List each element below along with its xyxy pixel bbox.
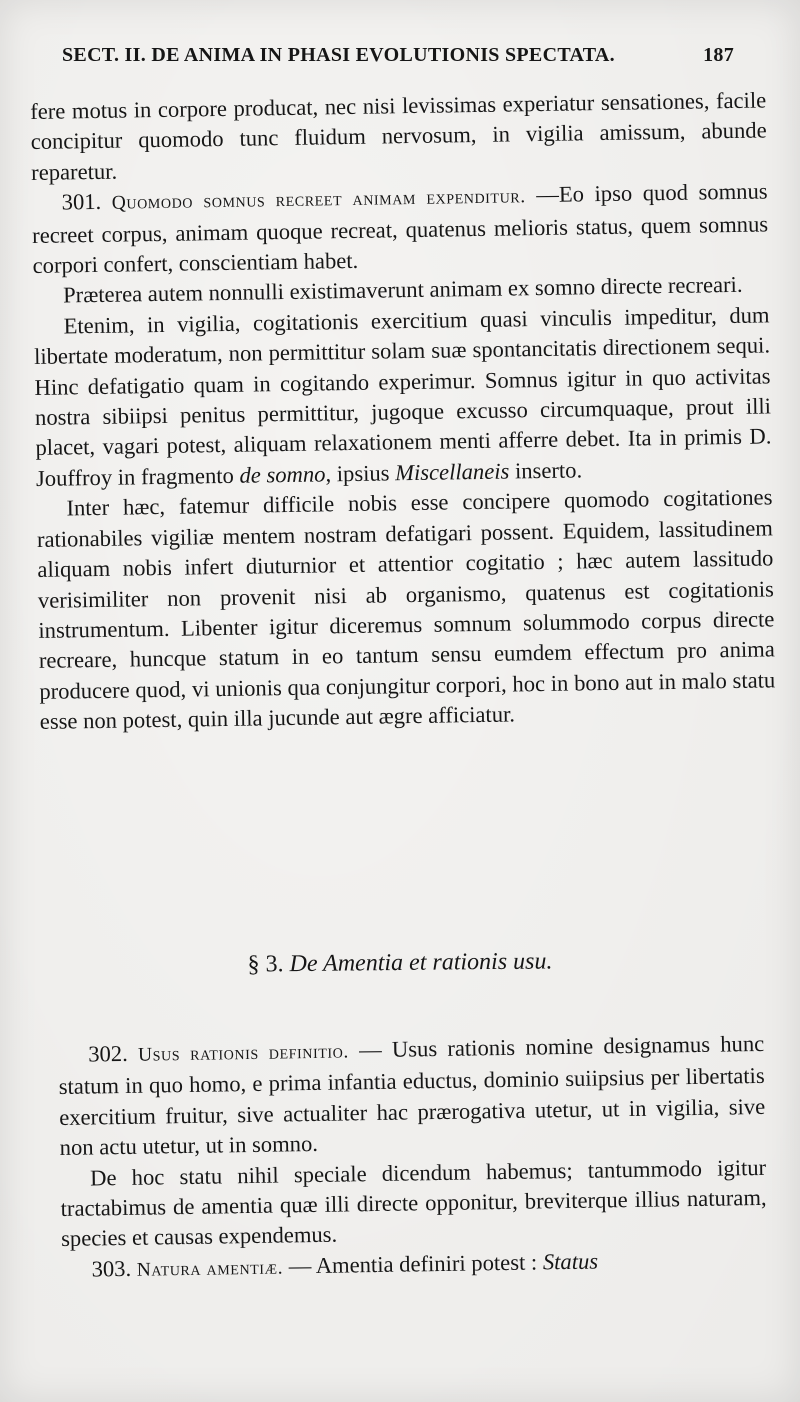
article-text: Amentia definiri potest : bbox=[315, 1249, 538, 1278]
article-heading: Natura amentiæ. bbox=[136, 1257, 284, 1281]
article-heading: Quomodo somnus recreet animam expenditur. bbox=[111, 186, 526, 214]
article-301 bbox=[31, 177, 768, 282]
dash: — bbox=[288, 1252, 312, 1279]
article-text-tail: Status bbox=[542, 1248, 599, 1275]
work-title: de somno bbox=[239, 461, 326, 488]
article-number: 302. bbox=[88, 1040, 128, 1067]
paragraph-inter: Inter hæc, fatemur difficile nobis esse concipere quomodo cogitationes rationabiles vigiliæ mentem nostram defatigari possent. Equidem, lassitudinem aliquam nobis infert diuturnior et attentior cogitatio ; hæc autem lassitudo verisimiliter non provenit nisi ab organismo, quatenus est cogitationis instrumentum. Libenter igitur diceremus somnum solummodo corpus directe recreare, huncque statum in eo tantum sensu eumdem effectum pro anima producere quod, vi unionis qua conjungitur corpori, hoc in bono aut in malo statu esse non potest, quin illa jucunde aut ægre afficiatur. bbox=[36, 484, 776, 735]
paragraph-praeterea: Præterea autem nonnulli existimaverunt animam ex somno directe recreari. bbox=[62, 272, 743, 308]
section-number: § 3. bbox=[247, 951, 284, 978]
article-number: 303. bbox=[91, 1255, 132, 1282]
collection-title: Miscellaneis bbox=[394, 458, 510, 486]
paragraph-text-mid: , ipsius bbox=[325, 460, 396, 487]
dash: — bbox=[358, 1036, 382, 1063]
text-block-lower bbox=[58, 1029, 768, 1287]
paragraph-etenim bbox=[33, 300, 772, 494]
running-head-title: SECT. II. DE ANIMA IN PHASI EVOLUTIONIS SPECTATA. bbox=[62, 44, 615, 66]
text-block-upper bbox=[30, 85, 776, 737]
paragraph-continued: fere motus in corpore producat, nec nisi levissimas experiatur sensationes, facile concipitur quomodo tunc fluidum nervosum, in vigilia amissum, abunde reparetur. bbox=[30, 87, 767, 185]
paragraph-text: Etenim, in vigilia, cogitationis exercitium quasi vinculis impeditur, dum libertate moderatum, non permittitur solam suæ spontancitatis directionem sequi. Hinc defatigatio quam in cogitando experimur. Somnus igitur in quo activitas nostra sibiipsi penitus permittitur, jugoque excusso circumquaque, prout illi placet, vagari potest, aliquam relaxationem menti afferre debet. Ita in primis D. Jouffroy in fragmento bbox=[33, 302, 772, 491]
paragraph-dehoc: De hoc statu nihil speciale dicendum habemus; tantummodo igitur tractabimus de amentia quæ illi directe opponitur, breviterque illius naturam, species et causas expendemus. bbox=[60, 1154, 767, 1252]
section-heading bbox=[0, 946, 800, 981]
paragraph-text-end: inserto. bbox=[509, 457, 583, 484]
section-title: De Amentia et rationis usu. bbox=[289, 948, 553, 978]
article-text: Eo ipso quod somnus recreet corpus, animam quoque recreat, quatenus melioris status, quem somnus corpori confert, conscientiam habet. bbox=[31, 178, 769, 279]
page-number: 187 bbox=[703, 44, 734, 66]
article-heading: Usus rationis definitio. bbox=[137, 1041, 350, 1066]
dash: — bbox=[536, 181, 560, 208]
article-text: Usus rationis nomine designamus hunc statum in quo homo, e prima infantia eductus, dominio suiipsius per libertatis exercitium fruitur, sive actualiter hac prærogativa utetur, ut in vigilia, sive non actu utetur, ut in somno. bbox=[58, 1030, 766, 1161]
article-302 bbox=[58, 1029, 766, 1164]
article-number: 301. bbox=[61, 189, 102, 215]
